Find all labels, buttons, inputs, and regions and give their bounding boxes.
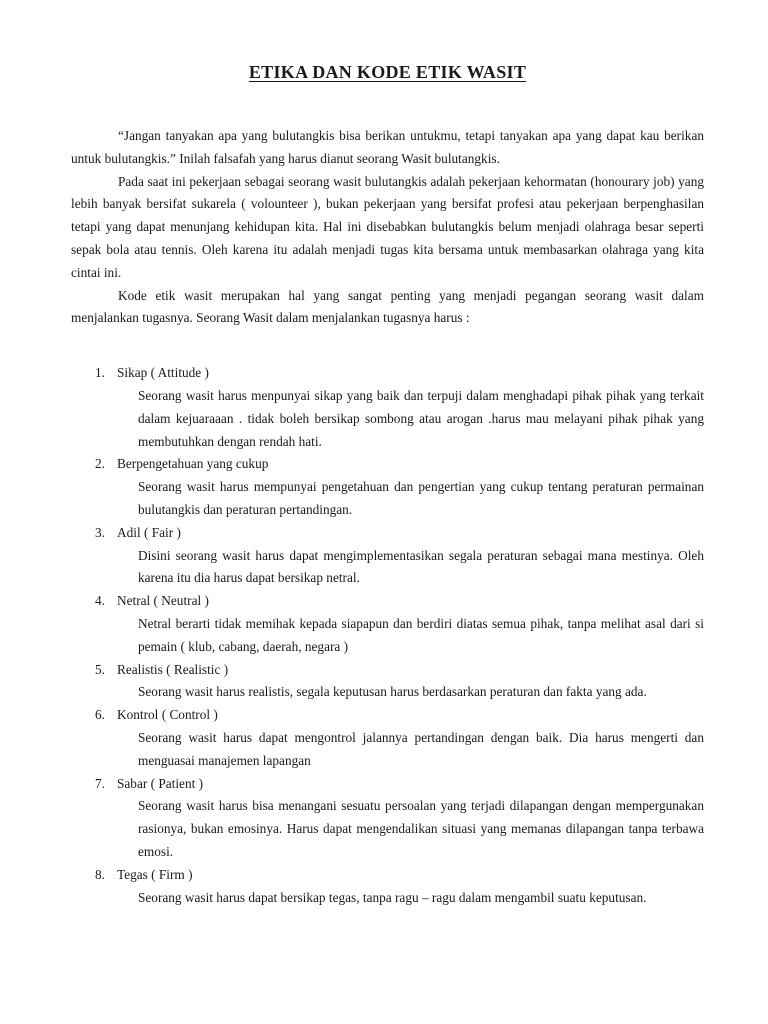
list-item-number: 7. [95,775,105,791]
document-title: ETIKA DAN KODE ETIK WASIT [248,62,527,82]
list-item-heading: Tegas ( Firm ) [117,866,193,882]
list-item [71,773,704,864]
list-item [71,659,704,705]
list-item-number: 3. [95,524,105,540]
list-item-description: Seorang wasit harus realistis, segala keputusan harus berdasarkan peraturan dan fakta yang ada. [138,684,647,700]
intro-paragraph: “Jangan tanyakan apa yang bulutangkis bisa berikan untukmu, tetapi tanyakan apa yang dapat kau berikan untuk bulutangkis.” Inilah falsafah yang harus dianut seorang Wasit bulutangkis. [71,128,704,166]
list-item-number: 1. [95,365,105,381]
list-item [71,362,704,453]
list-item-number: 4. [95,593,105,609]
list-item-heading: Sabar ( Patient ) [117,775,204,791]
list-item-number: 6. [95,707,105,723]
list-item-heading: Adil ( Fair ) [117,524,181,540]
ethics-list [71,362,704,909]
code-of-ethics-paragraph: Kode etik wasit merupakan hal yang sangat penting yang menjadi pegangan seorang wasit dalam menjalankan tugasnya. Seorang Wasit dalam menjalankan tugasnya harus : [71,287,704,326]
list-item [71,864,704,910]
list-item-description: Netral berarti tidak memihak kepada siapapun dan berdiri diatas semua pihak, tanpa melihat asal dari si pemain ( klub, cabang, daerah, negara ) [138,615,704,654]
list-item-heading: Berpengetahuan yang cukup [117,456,269,472]
list-item [71,704,704,772]
list-item-number: 8. [95,866,105,882]
list-item-description: Seorang wasit harus dapat bersikap tegas, tanpa ragu – ragu dalam mengambil suatu keputusan. [138,889,647,905]
list-item-description: Seorang wasit harus dapat mengontrol jalannya pertandingan dengan baik. Dia harus mengerti dan menguasai manajemen lapangan [138,729,704,768]
list-item-heading: Netral ( Neutral ) [117,593,209,609]
list-item-heading: Sikap ( Attitude ) [117,365,209,381]
list-item-description: Disini seorang wasit harus dapat mengimplementasikan segala peraturan sebagai mana mestinya. Oleh karena itu dia harus dapat bersikap netral. [138,547,704,586]
list-item-heading: Kontrol ( Control ) [117,707,218,723]
list-item-number: 5. [95,661,105,677]
list-item [71,590,704,658]
list-item [71,522,704,590]
list-item-description: Seorang wasit harus bisa menangani sesuatu persoalan yang terjadi dilapangan dengan mempergunakan rasionya, bukan emosinya. Harus dapat mengendalikan situasi yang memanas dilapangan tanpa terbawa emosi. [138,798,704,859]
list-item-description: Seorang wasit harus menpunyai sikap yang baik dan terpuji dalam menghadapi pihak pihak yang terkait dalam kejuaraaan . tidak boleh bersikap sombong atau arogan .harus mau melayani pihak pihak yang membutuhkan dengan rendah hati. [138,387,704,449]
list-item-description: Seorang wasit harus mempunyai pengetahuan dan pengertian yang cukup tentang peraturan permainan bulutangkis dan peraturan pertandingan. [138,479,704,517]
list-item [71,453,704,521]
list-item-heading: Realistis ( Realistic ) [117,661,229,677]
list-item-number: 2. [95,456,105,472]
context-paragraph: Pada saat ini pekerjaan sebagai seorang wasit bulutangkis adalah pekerjaan kehormatan (honourary job) yang lebih banyak bersifat sukarela ( volounteer ), bukan pekerjaan yang bersifat profesi atau pekerjaan berpenghasilan tetapi yang dapat menunjang kehidupan kita. Hal ini disebabkan bulutangkis belum menjadi olahraga besar seperti sepak bola atau tennis. Oleh karena itu adalah menjadi tugas kita bersama untuk membasarkan olahraga yang kita cintai ini. [71,173,704,280]
